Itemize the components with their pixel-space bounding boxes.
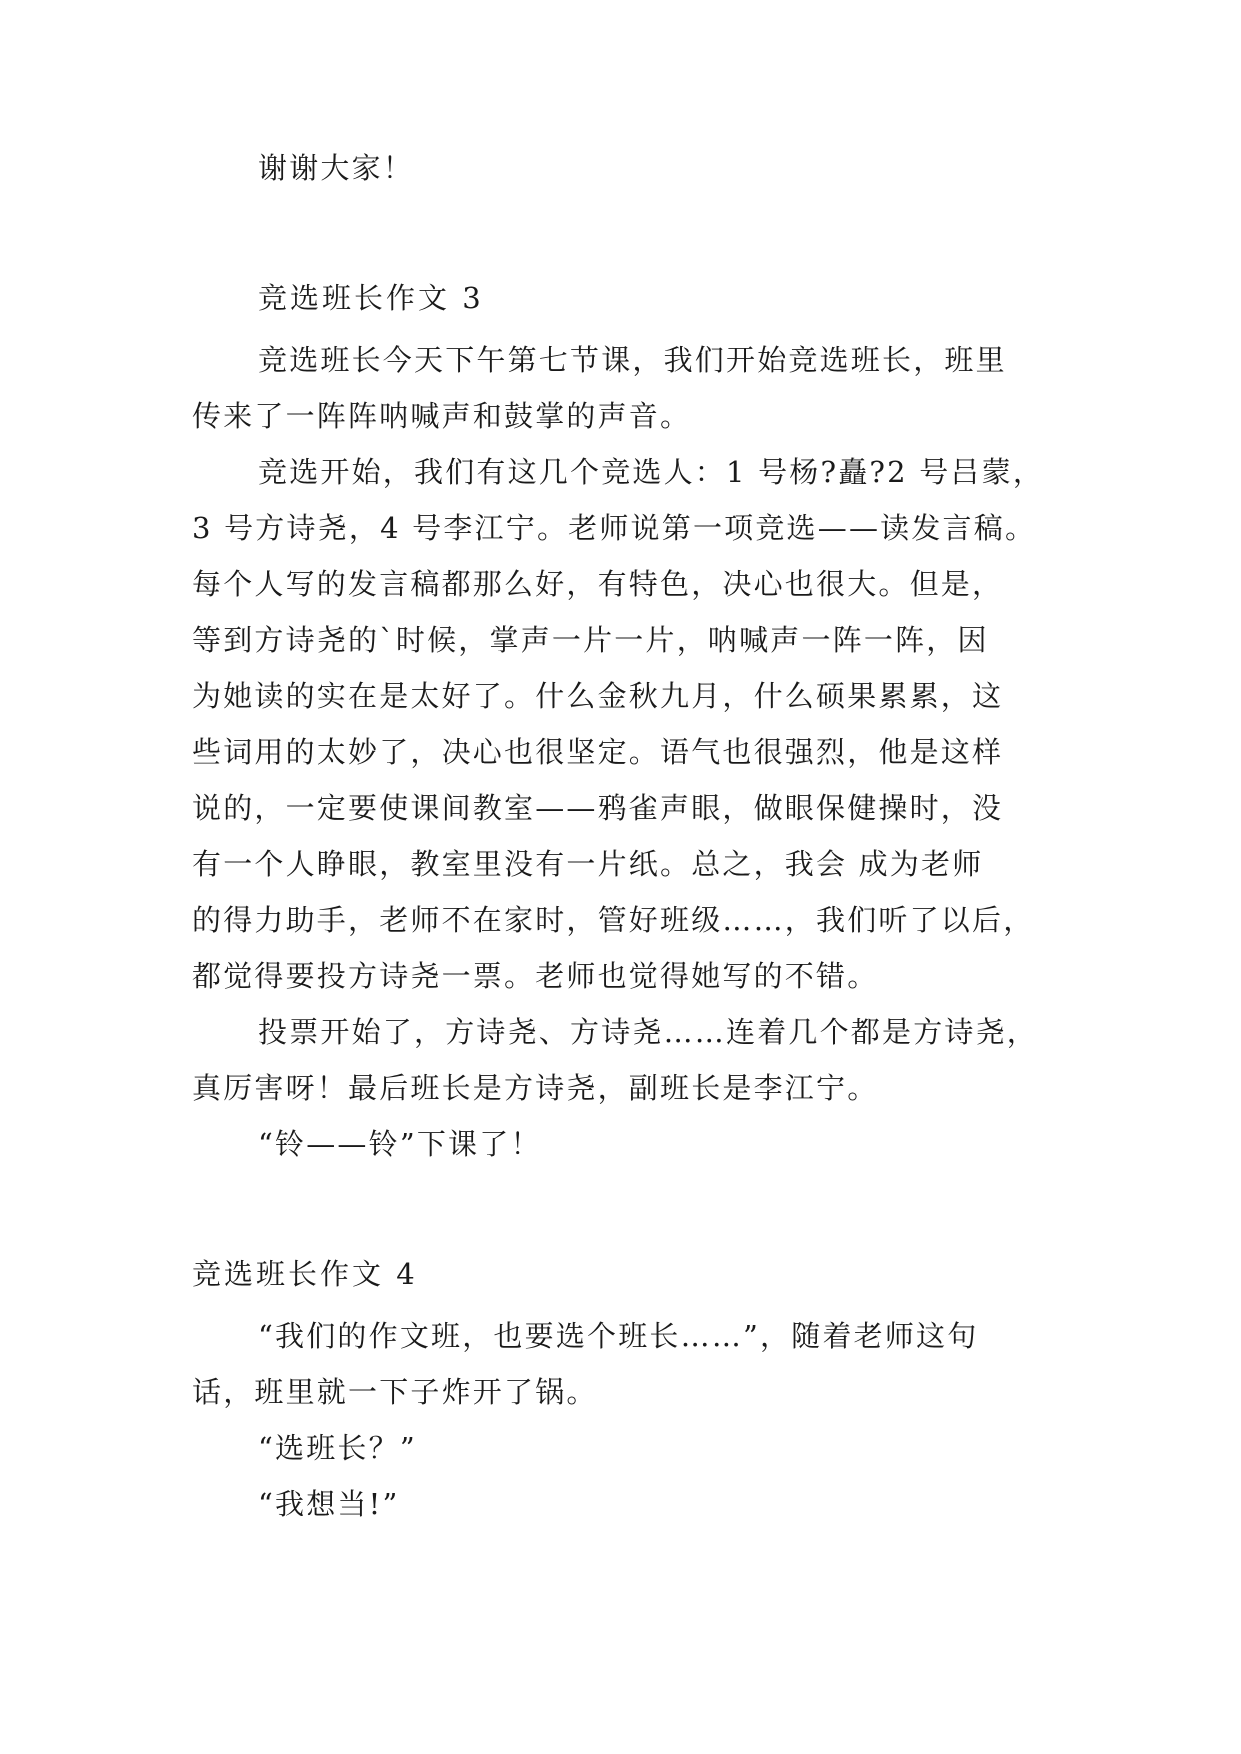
essay-3-p2-line-7: 说的，一定要使课间教室——鸦雀声眼，做眼保健操时，没 (192, 791, 1004, 825)
essay-3-p2-line-5: 为她读的实在是太好了。什么金秋九月，什么硕果累累，这 (192, 679, 1004, 713)
essay-4-p1-line-1: “我们的作文班，也要选个班长……”，随着老师这句 (258, 1319, 979, 1353)
essay-3-p2-line-4: 等到方诗尧的`时候，掌声一片一片，呐喊声一阵一阵，因 (192, 623, 989, 657)
essay-4-p2: “选班长？” (258, 1431, 417, 1465)
essay-3-p2-line-9: 的得力助手，老师不在家时，管好班级……，我们听了以后， (192, 903, 1035, 937)
essay-3-p2-line-8: 有一个人睁眼，教室里没有一片纸。总之，我会 成为老师 (192, 847, 984, 881)
essay-4-p3: “我想当!” (258, 1487, 400, 1521)
essay-4-title: 竞选班长作文 4 (192, 1257, 418, 1291)
essay-3-p2-line-2: 3 号方诗尧，4 号李江宁。老师说第一项竞选——读发言稿。 (192, 511, 1037, 545)
essay-3-p1-line-1: 竞选班长今天下午第七节课，我们开始竞选班长，班里 (258, 343, 1007, 377)
essay-4-p1-line-2: 话，班里就一下子炸开了锅。 (192, 1375, 598, 1409)
essay-3-p2-line-10: 都觉得要投方诗尧一票。老师也觉得她写的不错。 (192, 959, 879, 993)
essay-3-p1-line-2: 传来了一阵阵呐喊声和鼓掌的声音。 (192, 399, 692, 433)
essay-3-title: 竞选班长作文 3 (258, 281, 484, 315)
essay-3-p3-line-2: 真厉害呀！最后班长是方诗尧，副班长是李江宁。 (192, 1071, 879, 1105)
essay-3-p2-line-3: 每个人写的发言稿都那么好，有特色，决心也很大。但是， (192, 567, 1004, 601)
essay-3-p4: “铃——铃”下课了！ (258, 1127, 542, 1161)
essay-3-p2-line-1: 竞选开始，我们有这几个竞选人：1 号杨?矗?2 号吕蒙， (258, 455, 1045, 489)
closing-line: 谢谢大家！ (258, 151, 415, 185)
essay-3-p2-line-6: 些词用的太妙了，决心也很坚定。语气也很强烈，他是这样 (192, 735, 1004, 769)
essay-3-p3-line-1: 投票开始了，方诗尧、方诗尧……连着几个都是方诗尧， (258, 1015, 1039, 1049)
